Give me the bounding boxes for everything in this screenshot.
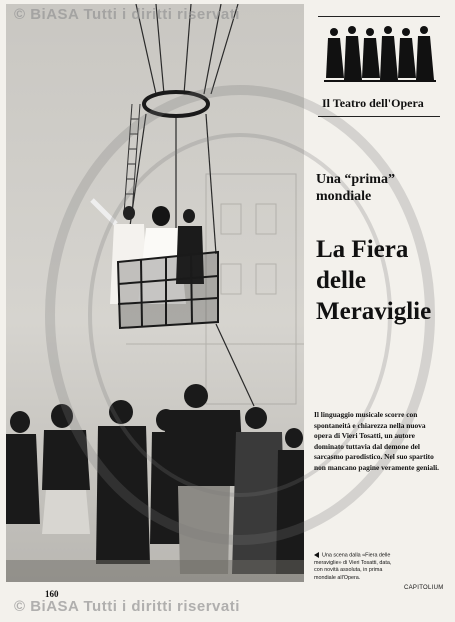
page-number: 160 bbox=[45, 589, 59, 599]
headline-line: delle bbox=[316, 267, 366, 294]
headline bbox=[316, 234, 448, 327]
copyright-watermark-top: © BiASA Tutti i diritti riservati bbox=[14, 6, 240, 23]
section-title: Il Teatro dell'Opera bbox=[322, 96, 424, 110]
dancers-illustration bbox=[320, 22, 438, 98]
kicker-line: mondiale bbox=[316, 189, 372, 204]
headline-line: La Fiera bbox=[316, 236, 409, 263]
header-rule-bottom bbox=[318, 116, 440, 117]
copyright-watermark-bottom: © BiASA Tutti i diritti riservati bbox=[14, 598, 240, 615]
photo-caption bbox=[314, 552, 396, 582]
kicker-line: Una “prima” bbox=[316, 172, 395, 187]
photo-illustration bbox=[6, 4, 304, 582]
caption-text: Una scena dalla «Fiera delle meraviglie» di Vieri Tosatti, data, con novità assoluta, in prima mondiale all'Opera. bbox=[314, 552, 392, 581]
caption-pointer-icon bbox=[314, 552, 319, 558]
lead-paragraph: Il linguaggio musicale scorre con spontaneità e chiarezza nella nuova opera di Vieri Tosatti, un autore dominato tuttavia dal demone del sarcasmo parodistico. Nel suo spartito non mancano pagine veramente geniali. bbox=[314, 410, 440, 472]
headline-line: Meraviglie bbox=[316, 298, 432, 325]
magazine-name: CAPITOLIUM bbox=[404, 585, 444, 591]
stage-photograph bbox=[6, 4, 304, 582]
kicker bbox=[316, 171, 446, 205]
